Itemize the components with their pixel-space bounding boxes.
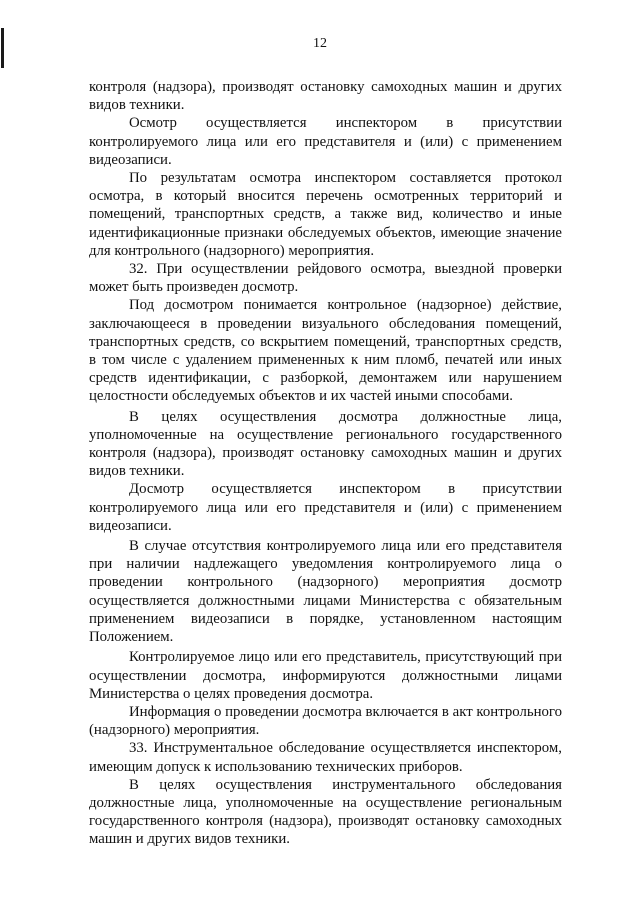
paragraph-search-act: Информация о проведении досмотра включается в акт контрольного (надзорного) мероприятия. [89, 703, 562, 739]
paragraph-item-33: 33. Инструментальное обследование осуществляется инспектором, имеющим допуск к использованию технических приборов. [89, 740, 562, 775]
paragraph-inspection-presence: Осмотр осуществляется инспектором в присутствии контролируемого лица или его представителя и (или) с применением видеозаписи. [89, 115, 562, 168]
paragraph-continuation: контроля (надзора), производят остановку самоходных машин и других видов техники. [89, 79, 562, 114]
paragraph-search-absence: В случае отсутствия контролируемого лица или его представителя при наличии надлежащего уведомления контролируемого лица о проведении контрольного (надзорного) мероприятия досмотр осуществляется должностными лицами Министерства с обязательным применением видеозаписи в порядке, установленном настоящим Положением. [89, 538, 562, 646]
paragraph-search-vehicle-stop: В целях осуществления досмотра должностные лица, уполномоченные на осуществление регионального государственного контроля (надзора), производят остановку самоходных машин и других видов техники. [89, 408, 562, 480]
paragraph-item-32: 32. При осуществлении рейдового осмотра, выездной проверки может быть произведен досмотр. [89, 261, 562, 296]
paragraph-search-presence: Досмотр осуществляется инспектором в присутствии контролируемого лица или его представителя и (или) с применением видеозаписи. [89, 481, 562, 534]
paragraph-search-definition: Под досмотром понимается контрольное (надзорное) действие, заключающееся в проведении визуального обследования помещений, транспортных средств, со вскрытием помещений, транспортных средств, в том числе с удалением примененных к ним пломб, печатей или иных средств идентификации, с разборкой, демонтажем или нарушением целостности обследуемых объектов и их частей иными способами. [89, 297, 562, 405]
document-body [89, 78, 562, 849]
paragraph-search-informing: Контролируемое лицо или его представитель, присутствующий при осуществлении досмотра, информируются должностными лицами Министерства о целях проведения досмотра. [89, 649, 562, 702]
paragraph-inspection-protocol: По результатам осмотра инспектором составляется протокол осмотра, в который вносится перечень осмотренных территорий и помещений, транспортных средств, а также вид, количество и иные идентификационные признаки обследуемых объектов, имеющие значение для контрольного (надзорного) мероприятия. [89, 170, 562, 259]
page-number: 12 [313, 36, 327, 51]
paragraph-instrumental-vehicle-stop: В целях осуществления инструментального обследования должностные лица, уполномоченные на осуществление региональным государственного контроля (надзора), производят остановку самоходных машин и других видов техники. [89, 776, 562, 848]
